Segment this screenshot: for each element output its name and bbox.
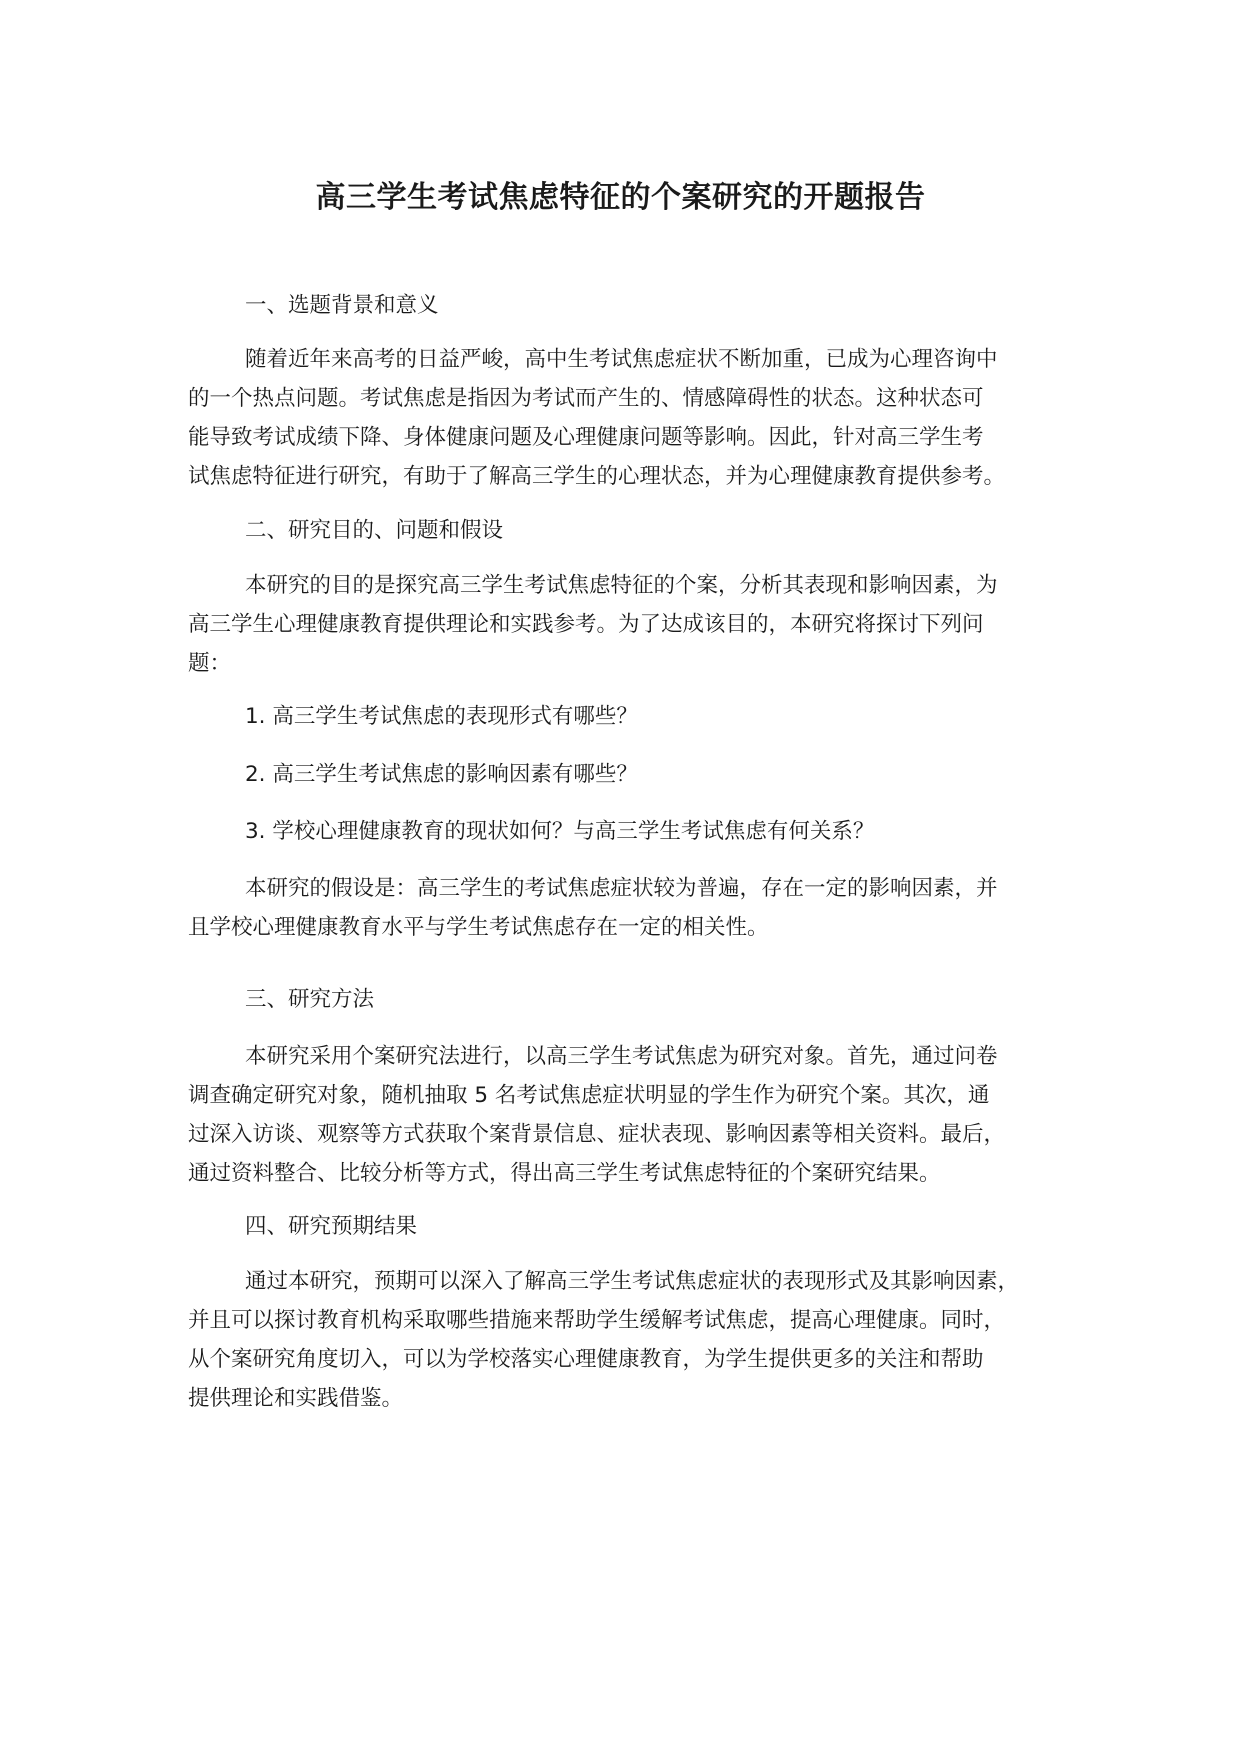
list-item-question-3: 3. 学校心理健康教育的现状如何？与高三学生考试焦虑有何关系？ xyxy=(245,819,875,844)
paragraph-line: 通过本研究，预期可以深入了解高三学生考试焦虑症状的表现形式及其影响因素， xyxy=(245,1269,1020,1294)
paragraph-line: 的一个热点问题。考试焦虑是指因为考试而产生的、情感障碍性的状态。这种状态可 xyxy=(188,386,984,411)
section-paragraph-objectives xyxy=(188,566,1073,683)
paragraph-line: 且学校心理健康教育水平与学生考试焦虑存在一定的相关性。 xyxy=(188,915,769,940)
section-paragraph-background xyxy=(188,340,1073,496)
document-title: 高三学生考试焦虑特征的个案研究的开题报告 xyxy=(315,180,926,215)
paragraph-line: 题： xyxy=(188,651,232,676)
paragraph-line: 随着近年来高考的日益严峻，高中生考试焦虑症状不断加重，已成为心理咨询中 xyxy=(245,347,998,372)
paragraph-line: 从个案研究角度切入，可以为学校落实心理健康教育，为学生提供更多的关注和帮助 xyxy=(188,1347,984,1372)
paragraph-line: 本研究采用个案研究法进行，以高三学生考试焦虑为研究对象。首先，通过问卷 xyxy=(245,1044,998,1069)
list-item-question-1: 1. 高三学生考试焦虑的表现形式有哪些？ xyxy=(245,704,638,729)
section-heading-methods: 三、研究方法 xyxy=(245,987,375,1012)
paragraph-line: 并且可以探讨教育机构采取哪些措施来帮助学生缓解考试焦虑，提高心理健康。同时， xyxy=(188,1308,1006,1333)
paragraph-line: 提供理论和实践借鉴。 xyxy=(188,1386,404,1411)
paragraph-line: 调查确定研究对象，随机抽取 5 名考试焦虑症状明显的学生作为研究个案。其次，通 xyxy=(188,1083,990,1108)
section-paragraph-methods xyxy=(188,1037,1073,1193)
section-paragraph-expected-results xyxy=(188,1262,1073,1418)
section-heading-background: 一、选题背景和意义 xyxy=(245,293,439,318)
paragraph-line: 本研究的目的是探究高三学生考试焦虑特征的个案，分析其表现和影响因素，为 xyxy=(245,573,998,598)
list-item-question-2: 2. 高三学生考试焦虑的影响因素有哪些？ xyxy=(245,762,638,787)
paragraph-line: 能导致考试成绩下降、身体健康问题及心理健康问题等影响。因此，针对高三学生考 xyxy=(188,425,984,450)
paragraph-line: 本研究的假设是：高三学生的考试焦虑症状较为普遍，存在一定的影响因素，并 xyxy=(245,876,998,901)
section-heading-expected-results: 四、研究预期结果 xyxy=(245,1214,418,1239)
paragraph-line: 通过资料整合、比较分析等方式，得出高三学生考试焦虑特征的个案研究结果。 xyxy=(188,1161,941,1186)
paragraph-line: 高三学生心理健康教育提供理论和实践参考。为了达成该目的，本研究将探讨下列问 xyxy=(188,612,984,637)
paragraph-line: 过深入访谈、观察等方式获取个案背景信息、症状表现、影响因素等相关资料。最后， xyxy=(188,1122,1006,1147)
paragraph-line: 试焦虑特征进行研究，有助于了解高三学生的心理状态，并为心理健康教育提供参考。 xyxy=(188,464,1006,489)
section-heading-objectives: 二、研究目的、问题和假设 xyxy=(245,518,504,543)
section-paragraph-hypothesis xyxy=(188,869,1073,947)
